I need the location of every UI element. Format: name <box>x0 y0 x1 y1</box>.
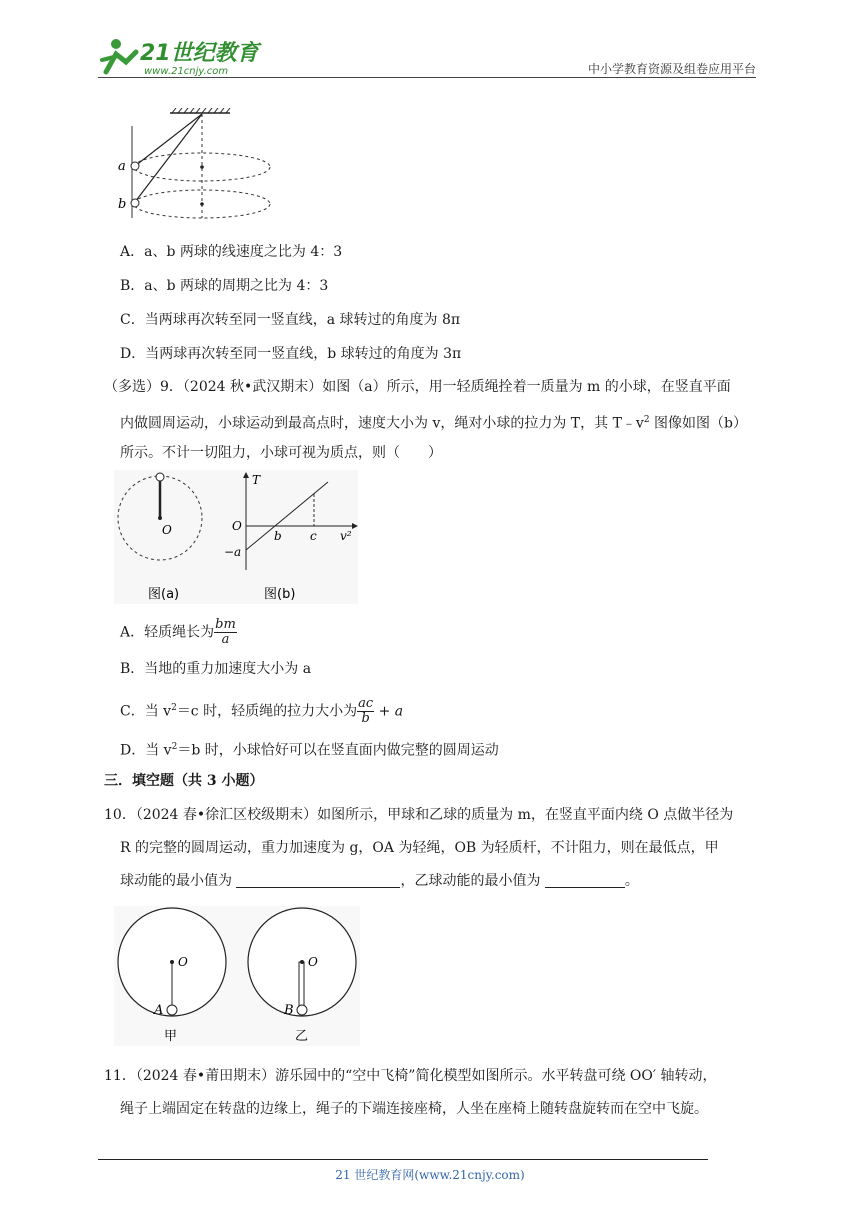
q9-fig-b-b: b <box>274 529 282 543</box>
q10-fig-jia-O: O <box>178 955 188 969</box>
q9-fig-b-v2: v² <box>340 529 352 543</box>
q10-fig-jia-caption: 甲 <box>164 1029 178 1044</box>
q9-stem-line3: 所示。不计一切阻力，小球可视为质点，则（ ） <box>120 445 442 461</box>
q10-blank-1[interactable] <box>236 871 400 888</box>
q9-fig-b-c: c <box>310 529 317 543</box>
logo-text: 21世纪教育 <box>140 41 259 66</box>
q10-blank-2[interactable] <box>545 871 625 888</box>
q11-stem-line1: 11．（2024 春•莆田期末）游乐园中的“空中飞椅”简化模型如图所示。水平转盘可绕 OO′ 轴转动， <box>104 1068 717 1084</box>
q9-option-a: A．轻质绳长为 $\frac{bm}{a}$ <box>120 617 236 647</box>
q8-label-a: a <box>118 159 126 174</box>
q8-option-a: A．a、b 两球的线速度之比为 4：3 <box>120 244 343 260</box>
q8-label-b: b <box>118 197 127 212</box>
footer-divider <box>98 1159 708 1160</box>
q9-option-c: C．当 $v^2=c$ 时，轻质绳的拉力大小为 $\frac{ac}{b}$ + a <box>120 696 404 726</box>
q9-fig-b-T: T <box>252 473 261 487</box>
logo-url: www.21cnjy.com <box>144 66 229 77</box>
q10-fig-yi-caption: 乙 <box>295 1029 309 1044</box>
q8-option-c: C．当两球再次转至同一竖直线，a 球转过的角度为 8π <box>120 312 461 328</box>
q9-fig-b-caption: 图(b) <box>264 587 296 602</box>
q8-option-d: D．当两球再次转至同一竖直线，b 球转过的角度为 3π <box>120 346 462 362</box>
q8-conical-pendulum-figure <box>112 108 282 220</box>
q9-fig-b-O: O <box>232 519 242 533</box>
q9-fig-a-O: O <box>162 523 172 537</box>
q11-stem-line2: 绳子上端固定在转盘的边缘上，绳子的下端连接座椅，人坐在座椅上随转盘旋转而在空中飞旋。 <box>120 1101 708 1117</box>
header-divider <box>98 77 756 78</box>
q10-stem-line2: R 的完整的圆周运动，重力加速度为 g，OA 为轻绳，OB 为轻质杆，不计阻力，则在最低点，甲 <box>120 840 719 856</box>
site-logo <box>96 34 266 78</box>
q10-fig-yi-B: B <box>284 1003 294 1018</box>
q9-fig-b-neg-a: −a <box>224 545 242 559</box>
q10-fig-jia-A: A <box>154 1003 164 1018</box>
footer-site-link[interactable]: 21 世纪教育网(www.21cnjy.com) <box>335 1168 525 1182</box>
q9-fig-a-caption: 图(a) <box>148 587 180 602</box>
q9-stem-line1: （多选）9．（2024 秋•武汉期末）如图（a）所示，用一轻质绳拴着一质量为 m 的小球，在竖直平面 <box>104 379 731 395</box>
q10-fig-yi-O: O <box>308 955 318 969</box>
section-heading-fill-blank: 三．填空题（共 3 小题） <box>104 773 264 789</box>
q10-stem-line1: 10．（2024 春•徐汇区校级期末）如图所示，甲球和乙球的质量为 m，在竖直平面内绕 O 点做半径为 <box>104 807 734 823</box>
q10-figures <box>114 906 360 1046</box>
q10-stem-line3: 球动能的最小值为 ，乙球动能的最小值为 。 <box>120 873 639 889</box>
q9-option-b: B．当地的重力加速度大小为 a <box>120 661 312 677</box>
q9-stem-line2: 内做圆周运动，小球运动到最高点时，速度大小为 v，绳对小球的拉力为 T，其 $T﹣v^2$ 图像如图（b） <box>120 415 747 432</box>
header-platform-text: 中小学教育资源及组卷应用平台 <box>587 62 756 76</box>
q9-figures <box>114 470 358 604</box>
q9-option-d: D．当 $v^2=b$ 时，小球恰好可以在竖直面内做完整的圆周运动 <box>120 742 499 759</box>
q8-option-b: B．a、b 两球的周期之比为 4：3 <box>120 278 329 294</box>
